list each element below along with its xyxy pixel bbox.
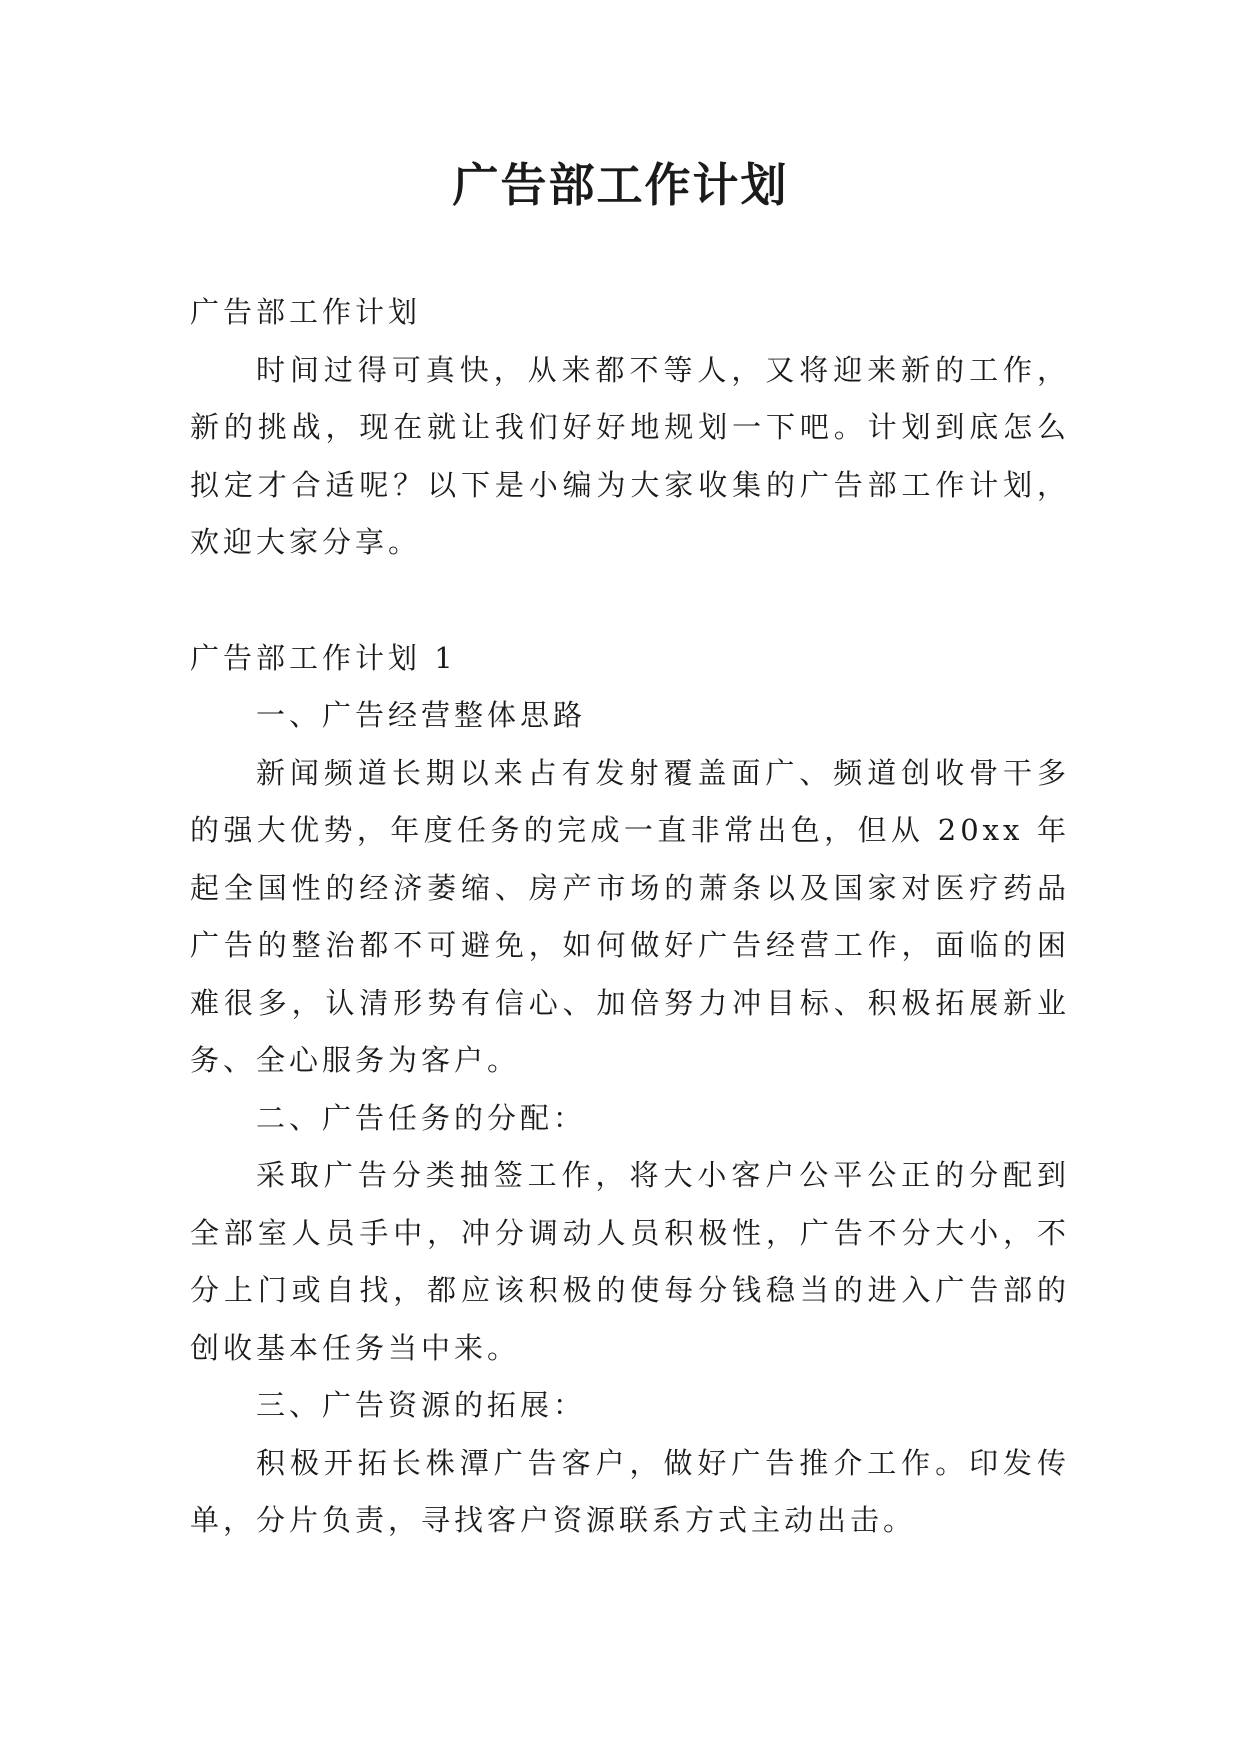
section2-body: 采取广告分类抽签工作，将大小客户公平公正的分配到全部室人员手中，冲分调动人员积极性，广告不分大小，不分上门或自找，都应该积极的使每分钱稳当的进入广告部的创收基本任务当中来。: [190, 1158, 1070, 1365]
plan1-heading: 广告部工作计划 1: [190, 640, 457, 675]
section3-body: 积极开拓长株潭广告客户，做好广告推介工作。印发传单，分片负责，寻找客户资源联系方式主动出击。: [190, 1445, 1070, 1537]
document-body: [190, 284, 1070, 1550]
paragraph-gap: [190, 572, 1070, 630]
document-title: 广告部工作计划: [452, 158, 789, 212]
section1-heading: 一、广告经营整体思路: [256, 698, 587, 732]
subtitle: 广告部工作计划: [190, 295, 422, 329]
section2-heading: 二、广告任务的分配：: [256, 1100, 587, 1135]
intro-paragraph: 时间过得可真快，从来都不等人，又将迎来新的工作，新的挑战，现在就让我们好好地规划一下吧。计划到底怎么拟定才合适呢？以下是小编为大家收集的广告部工作计划，欢迎大家分享。: [190, 352, 1070, 559]
section1-body: 新闻频道长期以来占有发射覆盖面广、频道创收骨干多的强大优势，年度任务的完成一直非常出色，但从 20xx 年起全国性的经济萎缩、房产市场的萧条以及国家对医疗药品广告的整治都不可避免，如何做好广告经营工作，面临的困难很多，认清形势有信心、加倍努力冲目标、积极拓展新业务、全心服务为客户。: [190, 755, 1070, 1077]
section3-heading: 三、广告资源的拓展：: [256, 1388, 587, 1422]
